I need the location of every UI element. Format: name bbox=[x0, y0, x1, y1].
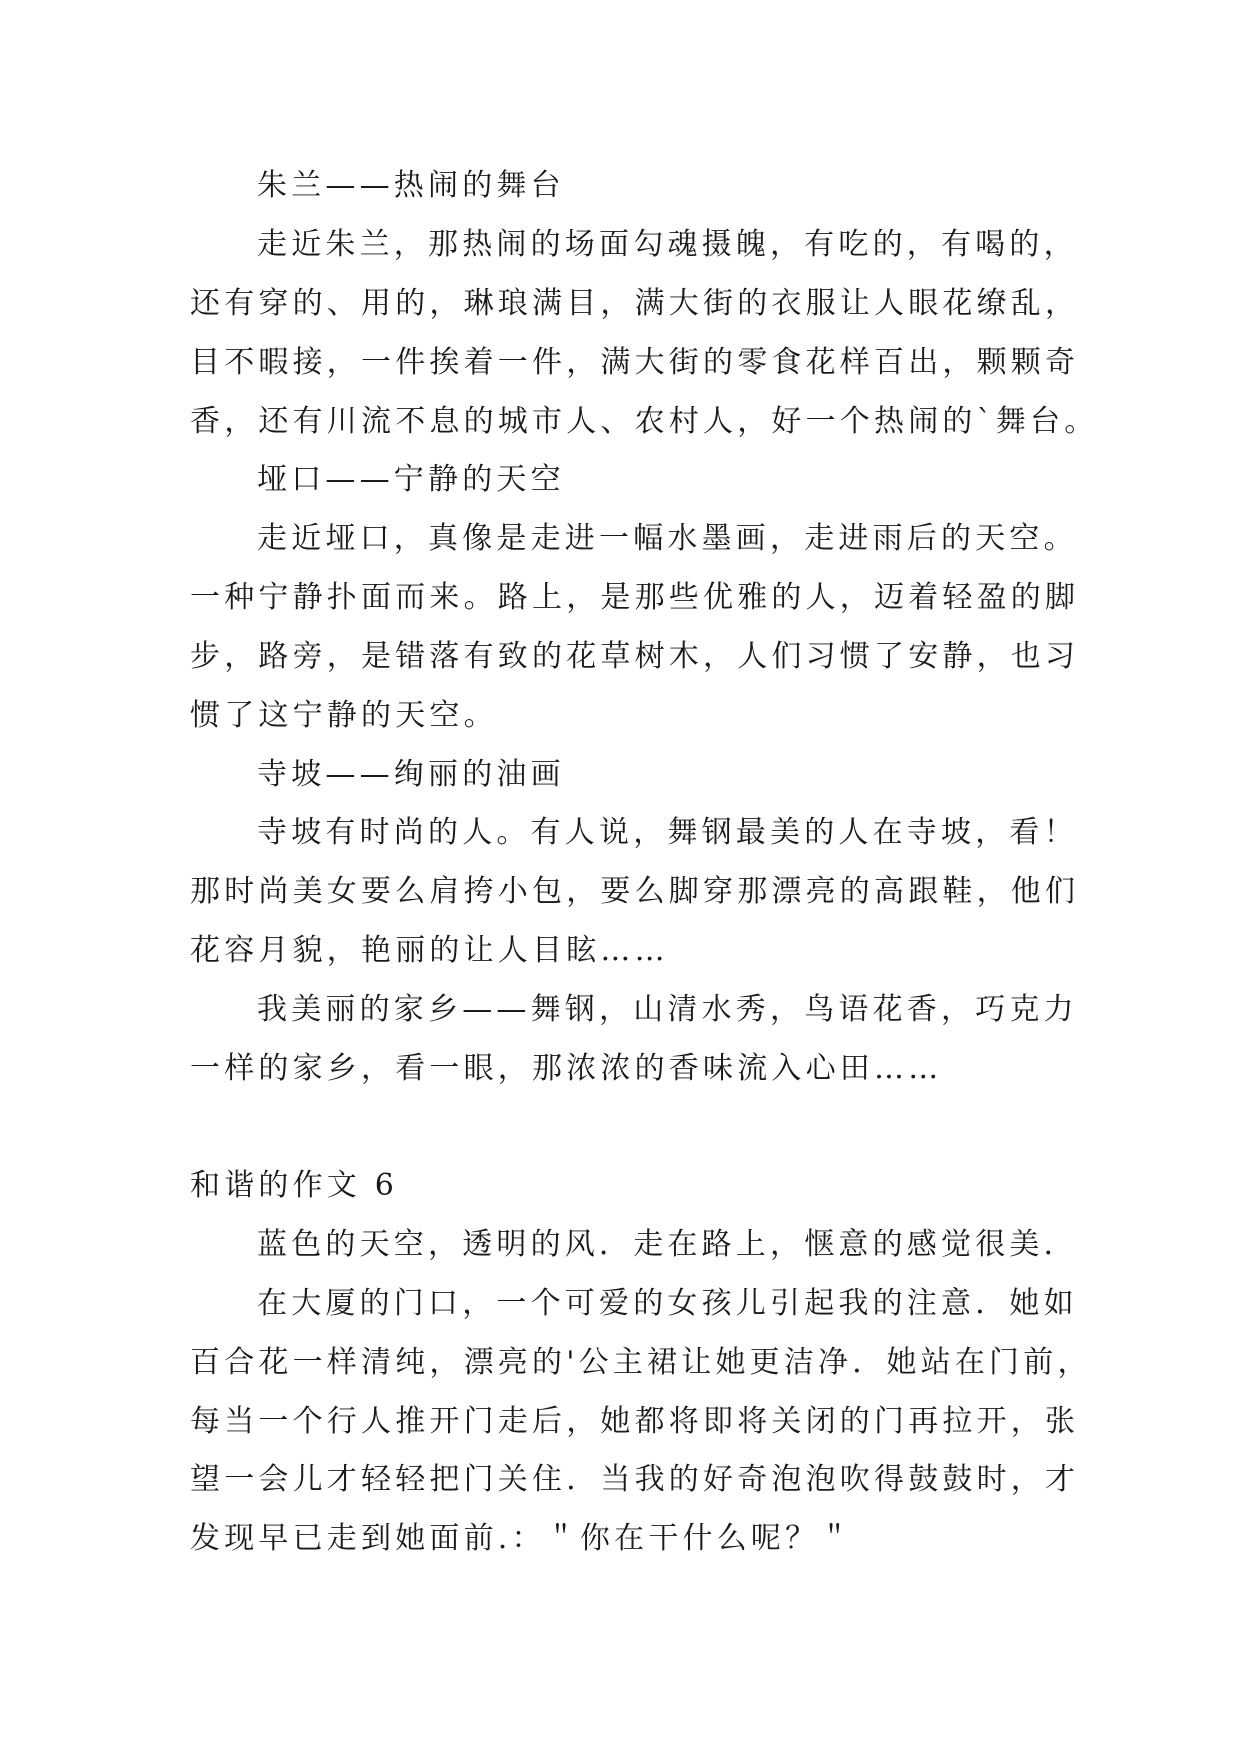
paragraph-line: 望一会儿才轻轻把门关住．当我的好奇泡泡吹得鼓鼓时，才 bbox=[190, 1462, 1080, 1497]
paragraph-line: 目不暇接，一件挨着一件，满大街的零食花样百出，颗颗奇 bbox=[190, 345, 1080, 380]
paragraph-line: 发现早已走到她面前.：＂你在干什么呢？＂ bbox=[190, 1521, 854, 1556]
paragraph-line: 我美丽的家乡——舞钢，山清水秀，鸟语花香，巧克力 bbox=[257, 992, 1078, 1027]
paragraph-line: 花容月貌，艳丽的让人目眩…… bbox=[190, 933, 669, 968]
paragraph-line: 香，还有川流不息的城市人、农村人，好一个热闹的`舞台。 bbox=[190, 404, 1099, 439]
paragraph-line: 走近垭口，真像是走进一幅水墨画，走进雨后的天空。 bbox=[257, 521, 1078, 556]
paragraph-line: 每当一个行人推开门走后，她都将即将关闭的门再拉开，张 bbox=[190, 1404, 1080, 1439]
paragraph-line: 那时尚美女要么肩挎小包，要么脚穿那漂亮的高跟鞋，他们 bbox=[190, 874, 1080, 909]
paragraph-line: 还有穿的、用的，琳琅满目，满大街的衣服让人眼花缭乱， bbox=[190, 286, 1080, 321]
section-heading-sipo: 寺坡——绚丽的油画 bbox=[257, 757, 565, 792]
paragraph-line: 一种宁静扑面而来。路上，是那些优雅的人，迈着轻盈的脚 bbox=[190, 580, 1080, 615]
paragraph-line: 在大厦的门口，一个可爱的女孩儿引起我的注意．她如 bbox=[257, 1286, 1078, 1321]
section-heading-yakou: 垭口——宁静的天空 bbox=[257, 462, 565, 497]
paragraph-line: 百合花一样清纯，漂亮的'公主裙让她更洁净．她站在门前， bbox=[190, 1345, 1092, 1380]
paragraph-line: 步，路旁，是错落有致的花草树木，人们习惯了安静，也习 bbox=[190, 639, 1080, 674]
paragraph-line: 寺坡有时尚的人。有人说，舞钢最美的人在寺坡，看！ bbox=[257, 815, 1078, 850]
paragraph-line: 走近朱兰，那热闹的场面勾魂摄魄，有吃的，有喝的， bbox=[257, 227, 1078, 262]
paragraph-line: 惯了这宁静的天空。 bbox=[190, 698, 498, 733]
section-heading-zhulan: 朱兰——热闹的舞台 bbox=[257, 168, 565, 203]
paragraph-line: 一样的家乡，看一眼，那浓浓的香味流入心田…… bbox=[190, 1051, 943, 1086]
paragraph-line: 蓝色的天空，透明的风．走在路上，惬意的感觉很美． bbox=[257, 1227, 1078, 1262]
essay-title: 和谐的作文 6 bbox=[190, 1168, 399, 1203]
